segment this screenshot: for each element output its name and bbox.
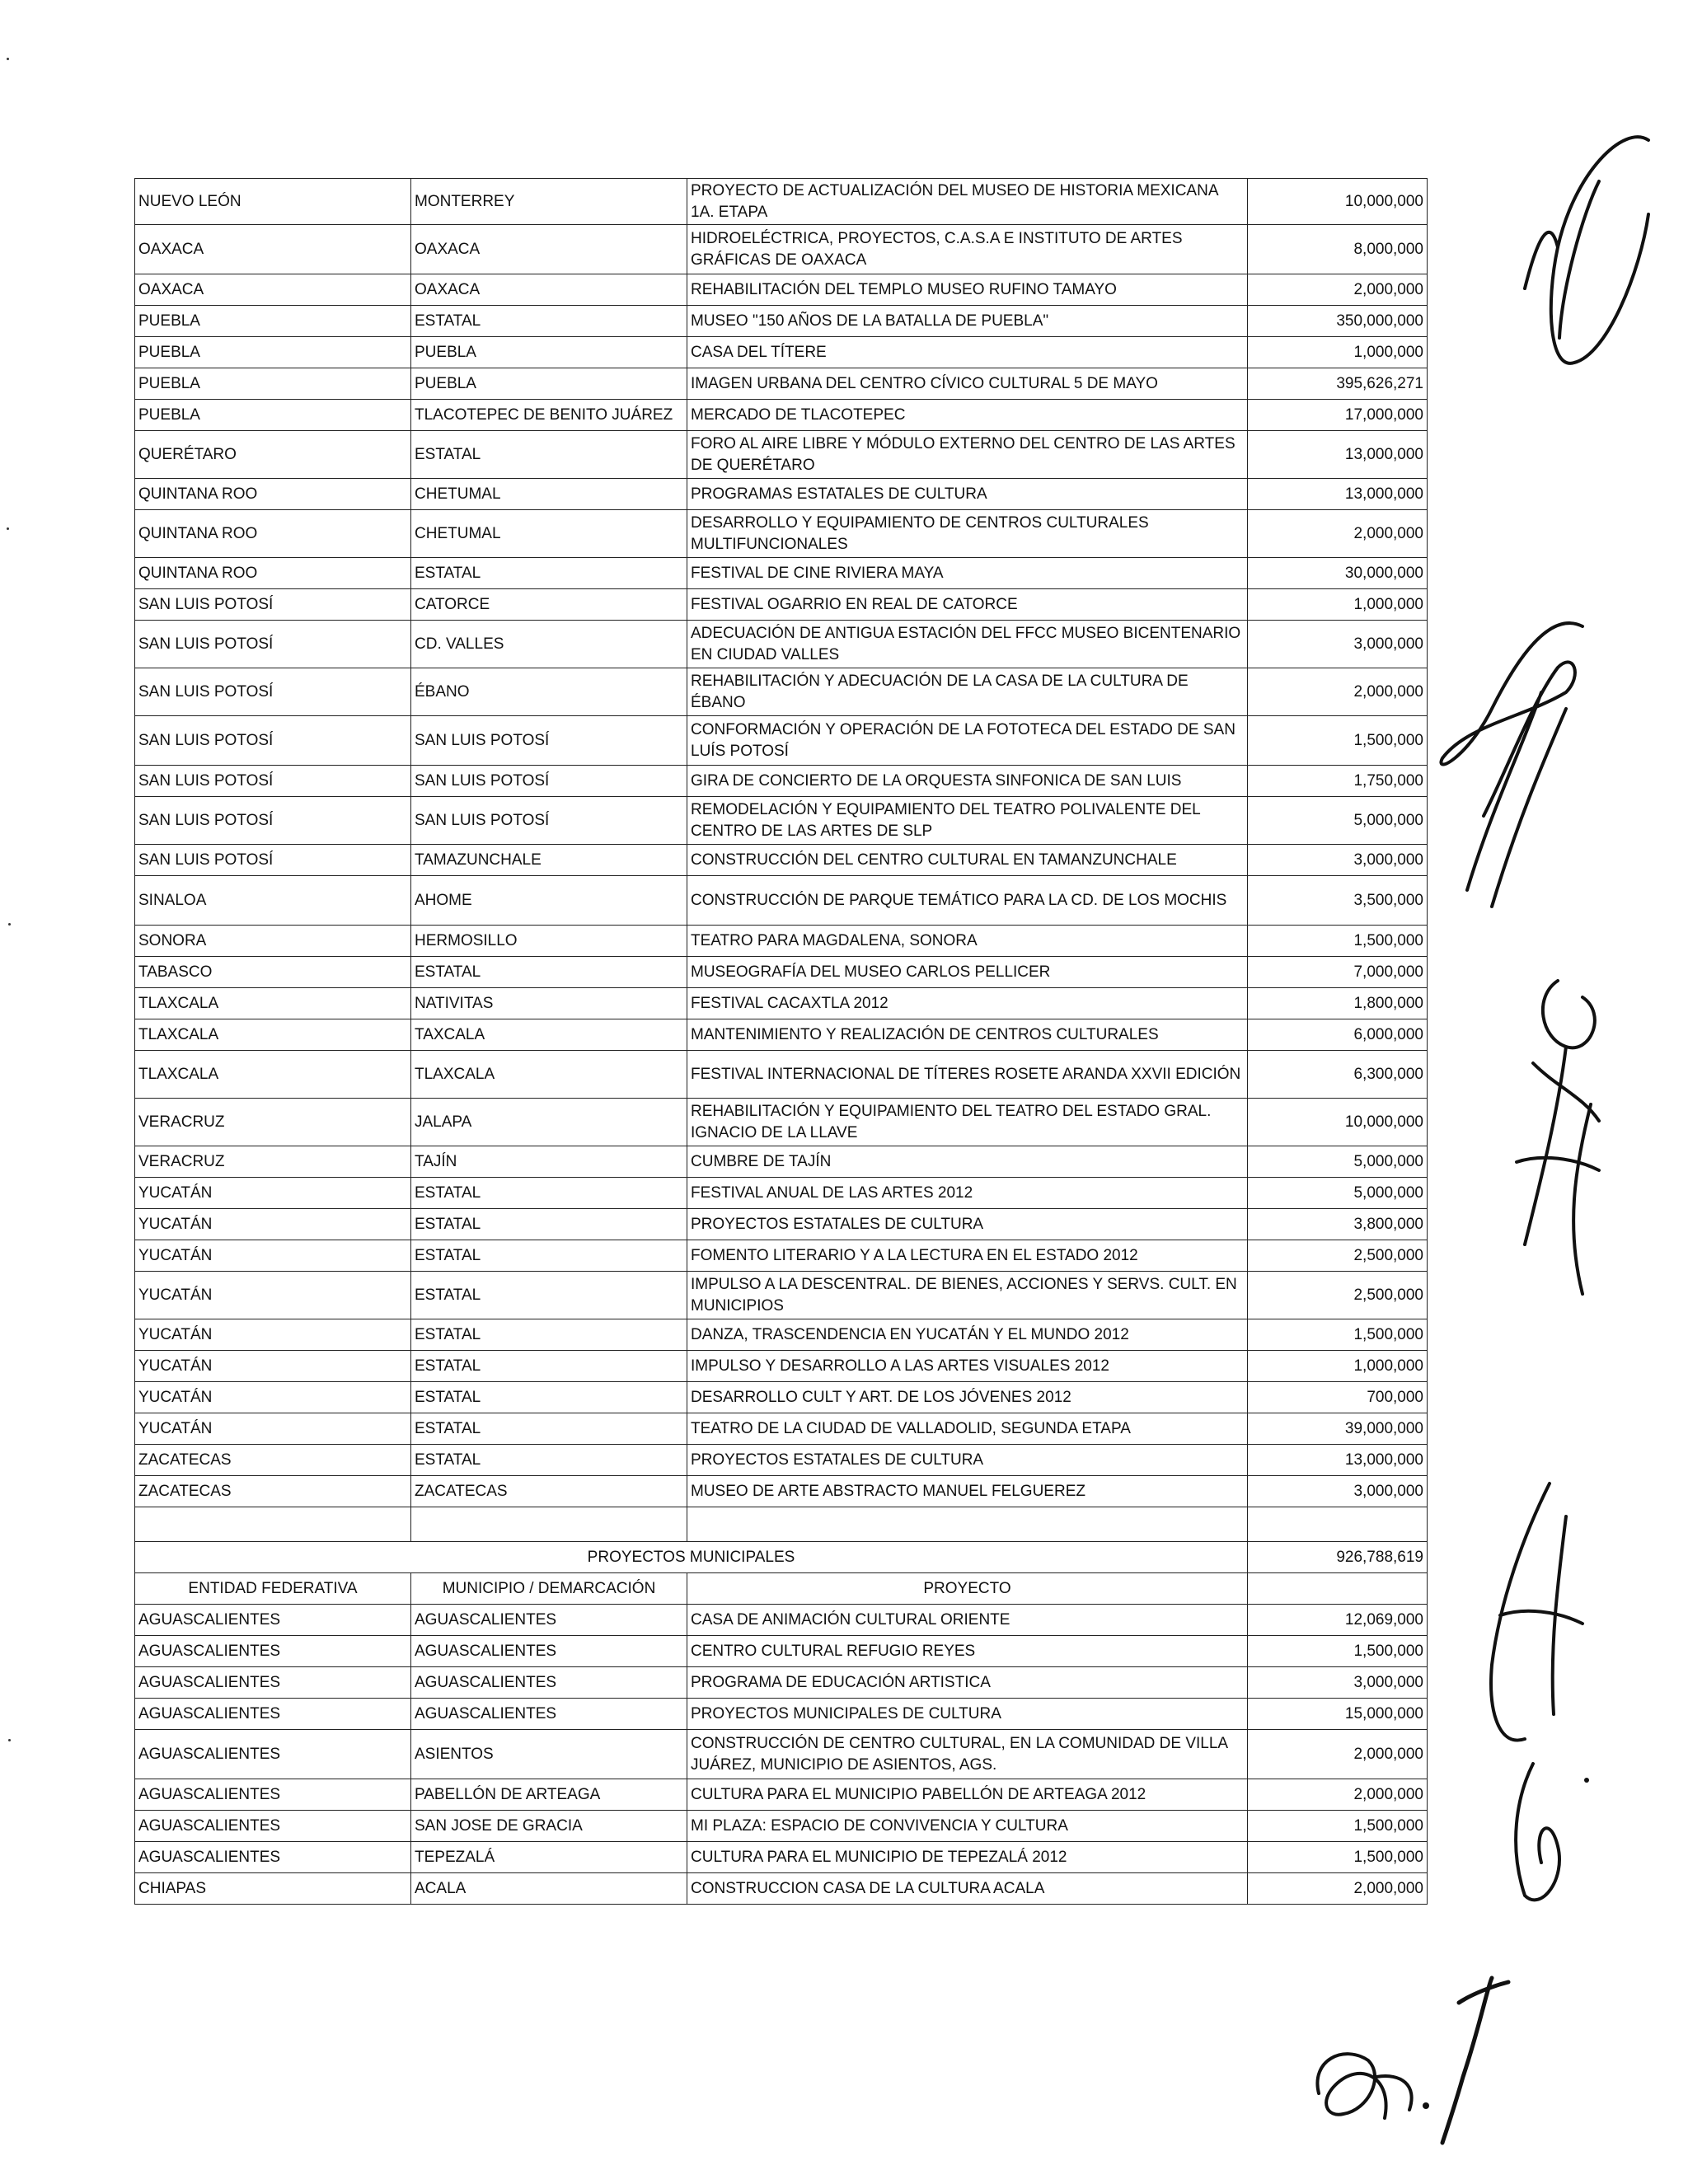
cell-monto: 39,000,000 [1248,1413,1428,1445]
cell-estado: SAN LUIS POTOSÍ [135,668,411,716]
cell-proyecto: GIRA DE CONCIERTO DE LA ORQUESTA SINFONICA DE SAN LUIS [687,766,1248,797]
cell-estado: CHIAPAS [135,1873,411,1905]
cell-monto: 1,500,000 [1248,1319,1428,1351]
cell-municipio: TAMAZUNCHALE [411,845,687,876]
cell-estado: SAN LUIS POTOSÍ [135,797,411,845]
cell-monto: 5,000,000 [1248,797,1428,845]
cell-proyecto: FOMENTO LITERARIO Y A LA LECTURA EN EL ESTADO 2012 [687,1240,1248,1272]
cell-proyecto: REHABILITACIÓN DEL TEMPLO MUSEO RUFINO TAMAYO [687,274,1248,306]
cell-proyecto: PROYECTOS ESTATALES DE CULTURA [687,1209,1248,1240]
cell-monto: 3,500,000 [1248,876,1428,926]
cell-municipio: HERMOSILLO [411,926,687,957]
table-row [135,1051,1428,1099]
cell-monto [1248,1507,1428,1542]
cell-municipio: MONTERREY [411,179,687,225]
cell-monto: 13,000,000 [1248,431,1428,479]
cell-monto: 30,000,000 [1248,558,1428,589]
cell-monto: 1,500,000 [1248,1811,1428,1842]
cell-estado [135,1507,411,1542]
cell-estado: VERACRUZ [135,1146,411,1178]
section-title: PROYECTOS MUNICIPALES [135,1542,1248,1573]
table-row [135,1699,1428,1730]
cell-estado: PUEBLA [135,306,411,337]
cell-estado: SAN LUIS POTOSÍ [135,621,411,668]
cell-proyecto: TEATRO PARA MAGDALENA, SONORA [687,926,1248,957]
cell-municipio: ESTATAL [411,1272,687,1319]
table-row [135,1019,1428,1051]
cell-proyecto: PROGRAMAS ESTATALES DE CULTURA [687,479,1248,510]
table-row [135,1730,1428,1779]
cell-proyecto: REHABILITACIÓN Y ADECUACIÓN DE LA CASA DE LA CULTURA DE ÉBANO [687,668,1248,716]
cell-estado: YUCATÁN [135,1413,411,1445]
table-row [135,1099,1428,1146]
cell-monto: 13,000,000 [1248,1445,1428,1476]
cell-estado: PUEBLA [135,400,411,431]
cell-municipio: TLACOTEPEC DE BENITO JUÁREZ [411,400,687,431]
cell-monto: 2,500,000 [1248,1272,1428,1319]
cell-estado: YUCATÁN [135,1382,411,1413]
cell-proyecto: PROYECTO DE ACTUALIZACIÓN DEL MUSEO DE HISTORIA MEXICANA 1A. ETAPA [687,179,1248,225]
table-row [135,558,1428,589]
cell-municipio: CD. VALLES [411,621,687,668]
signature-mark-1 [1500,124,1665,387]
cell-monto: 15,000,000 [1248,1699,1428,1730]
cell-monto: 1,000,000 [1248,337,1428,368]
cell-proyecto: FESTIVAL CACAXTLA 2012 [687,988,1248,1019]
cell-municipio: ESTATAL [411,431,687,479]
cell-municipio: CHETUMAL [411,479,687,510]
table-row [135,716,1428,766]
cell-estado: AGUASCALIENTES [135,1811,411,1842]
cell-monto: 2,000,000 [1248,274,1428,306]
table-row [135,431,1428,479]
cell-municipio: ESTATAL [411,1413,687,1445]
cell-municipio: AGUASCALIENTES [411,1667,687,1699]
table-row [135,1605,1428,1636]
cell-estado: TABASCO [135,957,411,988]
cell-estado: YUCATÁN [135,1178,411,1209]
signature-mark-4 [1451,1467,1615,1929]
cell-proyecto: FORO AL AIRE LIBRE Y MÓDULO EXTERNO DEL CENTRO DE LAS ARTES DE QUERÉTARO [687,431,1248,479]
cell-estado: ZACATECAS [135,1445,411,1476]
cell-municipio: AGUASCALIENTES [411,1636,687,1667]
table-row [135,400,1428,431]
table-row [135,845,1428,876]
table-row [135,797,1428,845]
cell-municipio: ÉBANO [411,668,687,716]
signature-mark-5 [1294,1953,1558,2151]
cell-proyecto: CONSTRUCCIÓN DE CENTRO CULTURAL, EN LA COMUNIDAD DE VILLA JUÁREZ, MUNICIPIO DE ASIENTOS, AGS. [687,1730,1248,1779]
cell-proyecto: IMPULSO A LA DESCENTRAL. DE BIENES, ACCIONES Y SERVS. CULT. EN MUNICIPIOS [687,1272,1248,1319]
cell-proyecto: ADECUACIÓN DE ANTIGUA ESTACIÓN DEL FFCC MUSEO BICENTENARIO EN CIUDAD VALLES [687,621,1248,668]
cell-municipio: ESTATAL [411,1209,687,1240]
cell-proyecto: PROYECTOS MUNICIPALES DE CULTURA [687,1699,1248,1730]
table-row [135,1178,1428,1209]
cell-proyecto: CASA DEL TÍTERE [687,337,1248,368]
cell-estado: YUCATÁN [135,1319,411,1351]
cell-municipio: ESTATAL [411,306,687,337]
cell-proyecto: FESTIVAL OGARRIO EN REAL DE CATORCE [687,589,1248,621]
cell-monto: 2,500,000 [1248,1240,1428,1272]
cell-proyecto: MUSEO DE ARTE ABSTRACTO MANUEL FELGUEREZ [687,1476,1248,1507]
cell-estado: NUEVO LEÓN [135,179,411,225]
cell-monto: 350,000,000 [1248,306,1428,337]
cell-proyecto: PROGRAMA DE EDUCACIÓN ARTISTICA [687,1667,1248,1699]
cell-proyecto: DESARROLLO Y EQUIPAMIENTO DE CENTROS CULTURALES MULTIFUNCIONALES [687,510,1248,558]
table-row [135,957,1428,988]
cell-estado: SAN LUIS POTOSÍ [135,589,411,621]
cell-estado: TLAXCALA [135,1051,411,1099]
cell-monto: 1,000,000 [1248,589,1428,621]
cell-monto: 10,000,000 [1248,179,1428,225]
cell-municipio: TLAXCALA [411,1051,687,1099]
table-row [135,337,1428,368]
cell-estado: AGUASCALIENTES [135,1842,411,1873]
cell-monto: 1,500,000 [1248,926,1428,957]
cell-proyecto: HIDROELÉCTRICA, PROYECTOS, C.A.S.A E INSTITUTO DE ARTES GRÁFICAS DE OAXACA [687,225,1248,274]
table-row [135,1667,1428,1699]
cell-monto: 3,000,000 [1248,1667,1428,1699]
cell-municipio: PUEBLA [411,337,687,368]
table-row [135,1779,1428,1811]
cell-proyecto: CULTURA PARA EL MUNICIPIO DE TEPEZALÁ 2012 [687,1842,1248,1873]
cell-municipio: AGUASCALIENTES [411,1699,687,1730]
scan-speck [7,527,9,530]
cell-estado: QUERÉTARO [135,431,411,479]
cell-estado: OAXACA [135,274,411,306]
table-row [135,306,1428,337]
cell-monto: 6,000,000 [1248,1019,1428,1051]
cell-proyecto: CENTRO CULTURAL REFUGIO REYES [687,1636,1248,1667]
table-row [135,668,1428,716]
cell-monto: 1,500,000 [1248,1636,1428,1667]
cell-monto: 2,000,000 [1248,1730,1428,1779]
cell-estado: ZACATECAS [135,1476,411,1507]
table-row [135,1636,1428,1667]
cell-municipio: ESTATAL [411,558,687,589]
cell-proyecto: MANTENIMIENTO Y REALIZACIÓN DE CENTROS CULTURALES [687,1019,1248,1051]
table-row [135,1445,1428,1476]
cell-estado: TLAXCALA [135,1019,411,1051]
cell-estado: YUCATÁN [135,1351,411,1382]
cell-monto: 7,000,000 [1248,957,1428,988]
cell-monto: 1,500,000 [1248,716,1428,766]
cell-estado: SONORA [135,926,411,957]
cell-estado: AGUASCALIENTES [135,1636,411,1667]
cell-municipio: ESTATAL [411,1240,687,1272]
cell-proyecto: DESARROLLO CULT Y ART. DE LOS JÓVENES 2012 [687,1382,1248,1413]
cell-proyecto: MUSEOGRAFÍA DEL MUSEO CARLOS PELLICER [687,957,1248,988]
cell-municipio: ASIENTOS [411,1730,687,1779]
cell-estado: SINALOA [135,876,411,926]
table-row [135,621,1428,668]
cell-estado: SAN LUIS POTOSÍ [135,716,411,766]
header-estado: ENTIDAD FEDERATIVA [135,1573,411,1605]
cell-estado: PUEBLA [135,368,411,400]
cell-municipio: ESTATAL [411,1382,687,1413]
table-row [135,479,1428,510]
header-proyecto: PROYECTO [687,1573,1248,1605]
table-row [135,1319,1428,1351]
section-total: 926,788,619 [1248,1542,1428,1573]
table-row [135,988,1428,1019]
cell-estado: VERACRUZ [135,1099,411,1146]
cell-monto: 395,626,271 [1248,368,1428,400]
cell-municipio: ESTATAL [411,1445,687,1476]
table-row [135,1873,1428,1905]
cell-estado: SAN LUIS POTOSÍ [135,766,411,797]
signature-mark-2 [1418,593,1615,923]
cell-monto: 2,000,000 [1248,510,1428,558]
cell-proyecto: CONSTRUCCIÓN DE PARQUE TEMÁTICO PARA LA CD. DE LOS MOCHIS [687,876,1248,926]
cell-municipio: SAN LUIS POTOSÍ [411,716,687,766]
cell-monto: 3,000,000 [1248,621,1428,668]
cell-municipio: ZACATECAS [411,1476,687,1507]
cell-estado: AGUASCALIENTES [135,1667,411,1699]
cell-proyecto: CUMBRE DE TAJÍN [687,1146,1248,1178]
cell-municipio: PUEBLA [411,368,687,400]
cell-proyecto: CONSTRUCCIÓN DEL CENTRO CULTURAL EN TAMANZUNCHALE [687,845,1248,876]
cell-estado: OAXACA [135,225,411,274]
cell-monto: 3,800,000 [1248,1209,1428,1240]
cell-estado: AGUASCALIENTES [135,1605,411,1636]
cell-monto: 2,000,000 [1248,1779,1428,1811]
cell-monto: 12,069,000 [1248,1605,1428,1636]
cell-municipio: OAXACA [411,225,687,274]
table-row [135,766,1428,797]
cell-proyecto: PROYECTOS ESTATALES DE CULTURA [687,1445,1248,1476]
cell-proyecto: MI PLAZA: ESPACIO DE CONVIVENCIA Y CULTURA [687,1811,1248,1842]
table-row [135,368,1428,400]
cell-monto: 10,000,000 [1248,1099,1428,1146]
header-monto [1248,1573,1428,1605]
cell-estado: AGUASCALIENTES [135,1779,411,1811]
cell-proyecto: CONFORMACIÓN Y OPERACIÓN DE LA FOTOTECA DEL ESTADO DE SAN LUÍS POTOSÍ [687,716,1248,766]
cell-proyecto: CULTURA PARA EL MUNICIPIO PABELLÓN DE ARTEAGA 2012 [687,1779,1248,1811]
cell-municipio: ESTATAL [411,1319,687,1351]
cell-proyecto: CONSTRUCCION CASA DE LA CULTURA ACALA [687,1873,1248,1905]
cell-municipio: AGUASCALIENTES [411,1605,687,1636]
budget-table-body [135,179,1428,1905]
cell-monto: 1,800,000 [1248,988,1428,1019]
table-row [135,274,1428,306]
cell-municipio: CHETUMAL [411,510,687,558]
cell-monto: 1,000,000 [1248,1351,1428,1382]
cell-estado: AGUASCALIENTES [135,1699,411,1730]
table-row [135,1146,1428,1178]
cell-municipio: TEPEZALÁ [411,1842,687,1873]
cell-monto: 5,000,000 [1248,1146,1428,1178]
cell-monto: 5,000,000 [1248,1178,1428,1209]
table-row [135,1507,1428,1542]
cell-municipio: SAN JOSE DE GRACIA [411,1811,687,1842]
cell-proyecto: IMPULSO Y DESARROLLO A LAS ARTES VISUALES 2012 [687,1351,1248,1382]
header-municipio: MUNICIPIO / DEMARCACIÓN [411,1573,687,1605]
table-row [135,1413,1428,1445]
cell-proyecto: MERCADO DE TLACOTEPEC [687,400,1248,431]
cell-proyecto: FESTIVAL ANUAL DE LAS ARTES 2012 [687,1178,1248,1209]
cell-municipio: NATIVITAS [411,988,687,1019]
cell-municipio: TAXCALA [411,1019,687,1051]
table-row [135,1272,1428,1319]
cell-municipio: ESTATAL [411,1178,687,1209]
cell-estado: TLAXCALA [135,988,411,1019]
cell-estado: SAN LUIS POTOSÍ [135,845,411,876]
cell-monto: 700,000 [1248,1382,1428,1413]
cell-municipio: CATORCE [411,589,687,621]
cell-monto: 3,000,000 [1248,1476,1428,1507]
cell-monto: 1,750,000 [1248,766,1428,797]
table-row [135,926,1428,957]
cell-municipio: AHOME [411,876,687,926]
cell-proyecto: IMAGEN URBANA DEL CENTRO CÍVICO CULTURAL 5 DE MAYO [687,368,1248,400]
cell-municipio: SAN LUIS POTOSÍ [411,766,687,797]
cell-proyecto: FESTIVAL INTERNACIONAL DE TÍTERES ROSETE ARANDA XXVII EDICIÓN [687,1051,1248,1099]
table-row [135,179,1428,225]
cell-proyecto: REHABILITACIÓN Y EQUIPAMIENTO DEL TEATRO DEL ESTADO GRAL. IGNACIO DE LA LLAVE [687,1099,1248,1146]
table-row [135,1351,1428,1382]
cell-estado: AGUASCALIENTES [135,1730,411,1779]
cell-municipio: JALAPA [411,1099,687,1146]
cell-monto: 6,300,000 [1248,1051,1428,1099]
cell-proyecto: DANZA, TRASCENDENCIA EN YUCATÁN Y EL MUNDO 2012 [687,1319,1248,1351]
cell-monto: 13,000,000 [1248,479,1428,510]
table-row [135,876,1428,926]
cell-municipio: OAXACA [411,274,687,306]
scan-speck [8,923,11,926]
cell-monto: 2,000,000 [1248,1873,1428,1905]
budget-table [134,178,1428,1905]
cell-estado: QUINTANA ROO [135,479,411,510]
cell-estado: QUINTANA ROO [135,510,411,558]
cell-municipio: SAN LUIS POTOSÍ [411,797,687,845]
scan-speck [8,1739,11,1741]
table-row [135,1811,1428,1842]
cell-proyecto: TEATRO DE LA CIUDAD DE VALLADOLID, SEGUNDA ETAPA [687,1413,1248,1445]
cell-estado: YUCATÁN [135,1272,411,1319]
table-row [135,1240,1428,1272]
table-row [135,1209,1428,1240]
cell-proyecto: MUSEO "150 AÑOS DE LA BATALLA DE PUEBLA" [687,306,1248,337]
table-row [135,589,1428,621]
cell-municipio: ESTATAL [411,957,687,988]
cell-monto: 17,000,000 [1248,400,1428,431]
table-row [135,1382,1428,1413]
cell-estado: YUCATÁN [135,1209,411,1240]
cell-proyecto: REMODELACIÓN Y EQUIPAMIENTO DEL TEATRO POLIVALENTE DEL CENTRO DE LAS ARTES DE SLP [687,797,1248,845]
cell-estado: QUINTANA ROO [135,558,411,589]
cell-municipio: ESTATAL [411,1351,687,1382]
cell-proyecto: CASA DE ANIMACIÓN CULTURAL ORIENTE [687,1605,1248,1636]
cell-proyecto [687,1507,1248,1542]
cell-municipio: ACALA [411,1873,687,1905]
table-row [135,1842,1428,1873]
cell-municipio [411,1507,687,1542]
column-header-row [135,1573,1428,1605]
cell-municipio: PABELLÓN DE ARTEAGA [411,1779,687,1811]
section-row [135,1542,1428,1573]
cell-monto: 8,000,000 [1248,225,1428,274]
table-row [135,1476,1428,1507]
table-row [135,225,1428,274]
scan-speck [7,58,9,60]
cell-proyecto: FESTIVAL DE CINE RIVIERA MAYA [687,558,1248,589]
cell-monto: 1,500,000 [1248,1842,1428,1873]
table-row [135,510,1428,558]
cell-municipio: TAJÍN [411,1146,687,1178]
signature-mark-3 [1484,964,1632,1310]
cell-estado: YUCATÁN [135,1240,411,1272]
cell-monto: 2,000,000 [1248,668,1428,716]
cell-monto: 3,000,000 [1248,845,1428,876]
cell-estado: PUEBLA [135,337,411,368]
